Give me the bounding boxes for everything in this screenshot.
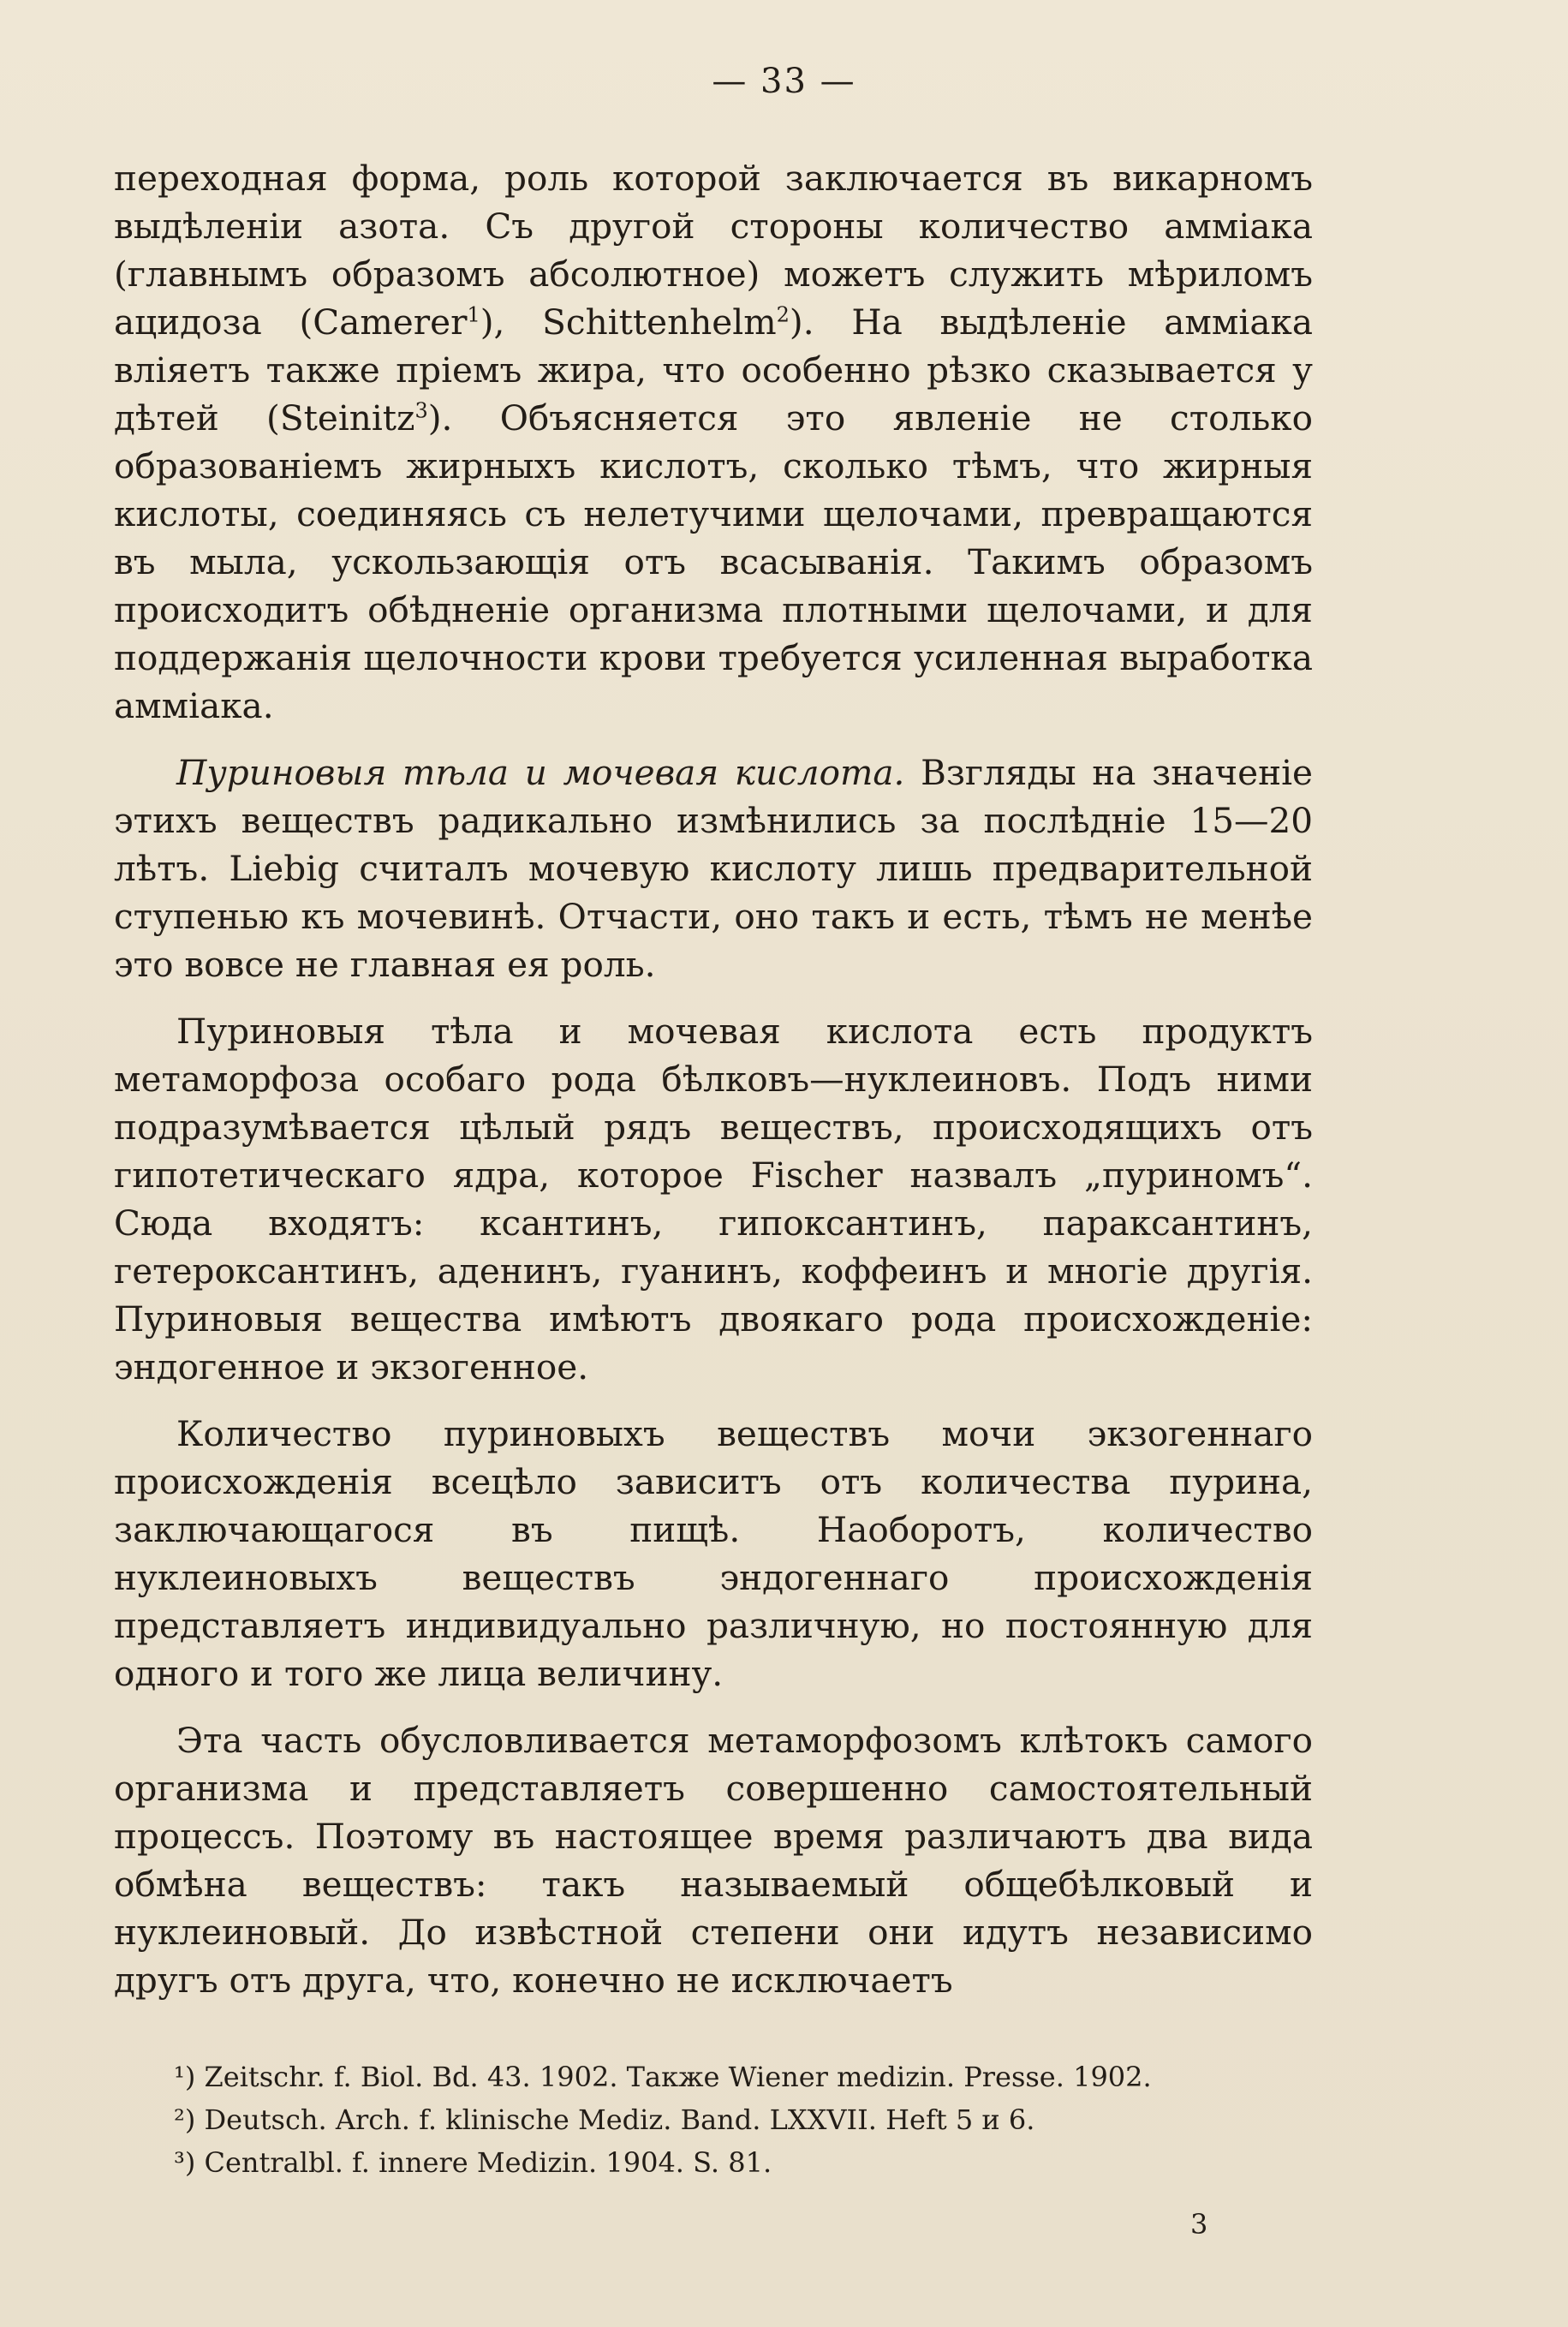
section-heading: Пуриновыя тѣла и мочевая кислота. — [176, 752, 905, 793]
footnote-1 — [114, 2056, 1313, 2098]
footnote-ref-1: 1 — [467, 302, 480, 327]
footnote-mark: ²) — [174, 2103, 196, 2136]
footnote-text: Zeitschr. f. Biol. Bd. 43. 1902. Также Wiener medizin. Presse. 1902. — [195, 2061, 1152, 2093]
paragraph-purine-bodies: Пуриновыя тѣла и мочевая кислота есть продуктъ метаморфоза особаго рода бѣлковъ—нуклеиновъ. Подъ ними подразумѣвается цѣлый рядъ веществъ, происходящихъ отъ гипотетическаго ядра, которое Fischer назвалъ „пуриномъ“. Сюда входятъ: ксантинъ, гипоксантинъ, параксантинъ, гетероксантинъ, аденинъ, гуанинъ, коффеинъ и многіе другія. Пуриновыя вещества имѣютъ двоякаго рода происхожденіе: эндогенное и экзогенное. — [114, 1011, 1313, 1387]
footnote-3 — [114, 2141, 1313, 2184]
footnote-2 — [114, 2098, 1313, 2141]
footnote-mark: ³) — [174, 2146, 196, 2179]
paragraph-metabolism: Эта часть обусловливается метаморфозомъ клѣтокъ самого организма и представляетъ совершенно самостоятельный процессъ. Поэтому въ настоящее время различаютъ два вида обмѣна веществъ: такъ называемый общебѣлковый и нуклеиновый. До извѣстной степени они идутъ независимо другъ отъ друга, что, конечно не исключаетъ — [114, 1720, 1313, 2001]
footnote-text: Deutsch. Arch. f. klinische Mediz. Band. LXXVII. Heft 5 и 6. — [195, 2103, 1035, 2136]
footnote-text: Centralbl. f. innere Medizin. 1904. S. 81. — [195, 2146, 772, 2179]
page-number: — 33 — — [712, 62, 856, 101]
signature-mark: 3 — [1190, 2208, 1208, 2240]
paragraph-text: ). Объясняется это явленіе не столько образованіемъ жирныхъ кислотъ, сколько тѣмъ, что жирныя кислоты, соединяясь съ нелетучими щелочами, превращаются въ мыла, ускользающія отъ всасыванія. Такимъ образомъ происходитъ обѣдненіе организма плотными щелочами, и для поддержанія щелочности крови требуется усиленная выработка амміака. — [114, 397, 1313, 726]
main-text — [114, 154, 1313, 2004]
paragraph-text: ), Schittenhelm — [480, 301, 777, 343]
footnote-ref-2: 2 — [776, 302, 790, 327]
paragraph-ammonia — [114, 154, 1313, 730]
paragraph-purines-heading — [114, 749, 1313, 988]
footnotes — [114, 2056, 1313, 2184]
footnote-ref-3: 3 — [414, 398, 428, 423]
paragraph-text: ). На выдѣленіе амміака вліяетъ также пріемъ жира, что особенно рѣзко сказывается у дѣтей (Steinitz — [114, 301, 1313, 439]
footnote-mark: ¹) — [174, 2061, 196, 2093]
paragraph-text: Взгляды на значеніе этихъ веществъ радикально измѣнились за послѣдніе 15—20 лѣтъ. Liebig считалъ мочевую кислоту лишь предварительной ступенью къ мочевинѣ. Отчасти, оно такъ и есть, тѣмъ не менѣе это вовсе не главная ея роль. — [114, 752, 1313, 985]
paragraph-text: переходная форма, роль которой заключается въ викарномъ выдѣленіи азота. Съ другой стороны количество амміака (главнымъ образомъ абсолютное) можетъ служить мѣриломъ ацидоза (Camerer — [114, 158, 1313, 343]
paragraph-exogenous: Количество пуриновыхъ веществъ мочи экзогеннаго происхожденія всецѣло зависитъ отъ количества пурина, заключающагося въ пищѣ. Наоборотъ, количество нуклеиновыхъ веществъ эндогеннаго происхожденія представляетъ индивидуально различную, но постоянную для одного и того же лица величину. — [114, 1413, 1313, 1694]
